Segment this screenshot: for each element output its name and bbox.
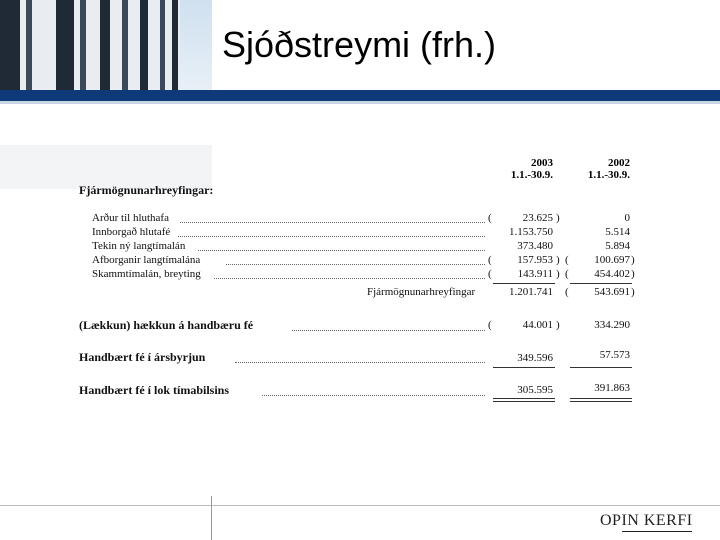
company-logo: OPIN KERFI: [600, 512, 693, 529]
closing-2002: 391.863: [594, 382, 630, 394]
row-label: Tekin ný langtímalán: [92, 240, 186, 252]
row-label: Skammtímalán, breyting: [92, 268, 201, 280]
column-header-2002: [570, 157, 630, 181]
subtotal-rule: [493, 283, 555, 284]
footer-divider: [0, 505, 720, 506]
subtotal-label: Fjármögnunarhreyfingar: [367, 286, 476, 298]
close-paren: ): [631, 254, 635, 266]
open-paren: (: [488, 254, 492, 266]
header-bar-accent: [0, 101, 720, 104]
closing-2003: 305.595: [517, 384, 553, 396]
column-period: 1.1.-30.9.: [587, 169, 630, 181]
dot-leader: [262, 395, 485, 396]
double-underline: [493, 398, 555, 402]
header-bar: [0, 90, 720, 101]
close-paren: ): [556, 212, 560, 224]
dot-leader: [214, 278, 485, 279]
close-paren: ): [631, 286, 635, 298]
column-year: 2003: [531, 157, 553, 169]
value-2003: 1.153.750: [509, 226, 553, 238]
value-2002: 5.514: [605, 226, 630, 238]
opening-2002: 57.573: [599, 349, 630, 361]
row-label: Afborganir langtímalána: [92, 254, 201, 266]
open-paren: (: [565, 254, 569, 266]
dot-leader: [198, 250, 485, 251]
footer-vertical-divider: [211, 496, 212, 540]
close-paren: ): [556, 319, 560, 331]
change-label: (Lækkun) hækkun á handbæru fé: [79, 318, 254, 332]
value-2002: 0: [624, 212, 630, 224]
double-underline: [570, 398, 632, 402]
value-2003: 373.480: [517, 240, 553, 252]
subtotal-rule: [570, 283, 632, 284]
value-2003: 157.953: [517, 254, 553, 266]
value-2002: 100.697: [594, 254, 630, 266]
section-heading: Fjármögnunarhreyfingar:: [79, 183, 214, 197]
open-paren: (: [488, 319, 492, 331]
open-paren: (: [488, 268, 492, 280]
column-period: 1.1.-30.9.: [510, 169, 553, 181]
close-paren: ): [631, 268, 635, 280]
subtotal-2002: 543.691: [594, 286, 630, 298]
closing-label: Handbært fé í lok tímabilsins: [79, 383, 230, 397]
dot-leader: [180, 222, 485, 223]
change-2003: 44.001: [522, 319, 553, 331]
change-2002: 334.290: [594, 319, 630, 331]
value-2002: 454.402: [594, 268, 630, 280]
value-2003: 23.625: [522, 212, 553, 224]
total-rule: [570, 367, 632, 368]
slide-title: Sjóðstreymi (frh.): [222, 24, 497, 65]
row-label: Arður til hluthafa: [92, 212, 169, 224]
close-paren: ): [556, 254, 560, 266]
open-paren: (: [565, 268, 569, 280]
logo-underline: [622, 531, 692, 532]
opening-2003: 349.596: [517, 352, 553, 364]
header-building-photo: [0, 0, 212, 90]
value-2003: 143.911: [517, 268, 553, 280]
dot-leader: [292, 330, 485, 331]
dot-leader: [235, 362, 485, 363]
opening-label: Handbært fé í ársbyrjun: [79, 350, 206, 364]
open-paren: (: [488, 212, 492, 224]
column-header-2003: [493, 157, 553, 181]
dot-leader: [178, 236, 485, 237]
total-rule: [493, 367, 555, 368]
open-paren: (: [565, 286, 569, 298]
subtotal-2003: 1.201.741: [509, 286, 553, 298]
row-label: Innborgað hlutafé: [92, 226, 171, 238]
dot-leader: [226, 264, 485, 265]
close-paren: ): [556, 268, 560, 280]
column-year: 2002: [608, 157, 630, 169]
value-2002: 5.894: [605, 240, 630, 252]
